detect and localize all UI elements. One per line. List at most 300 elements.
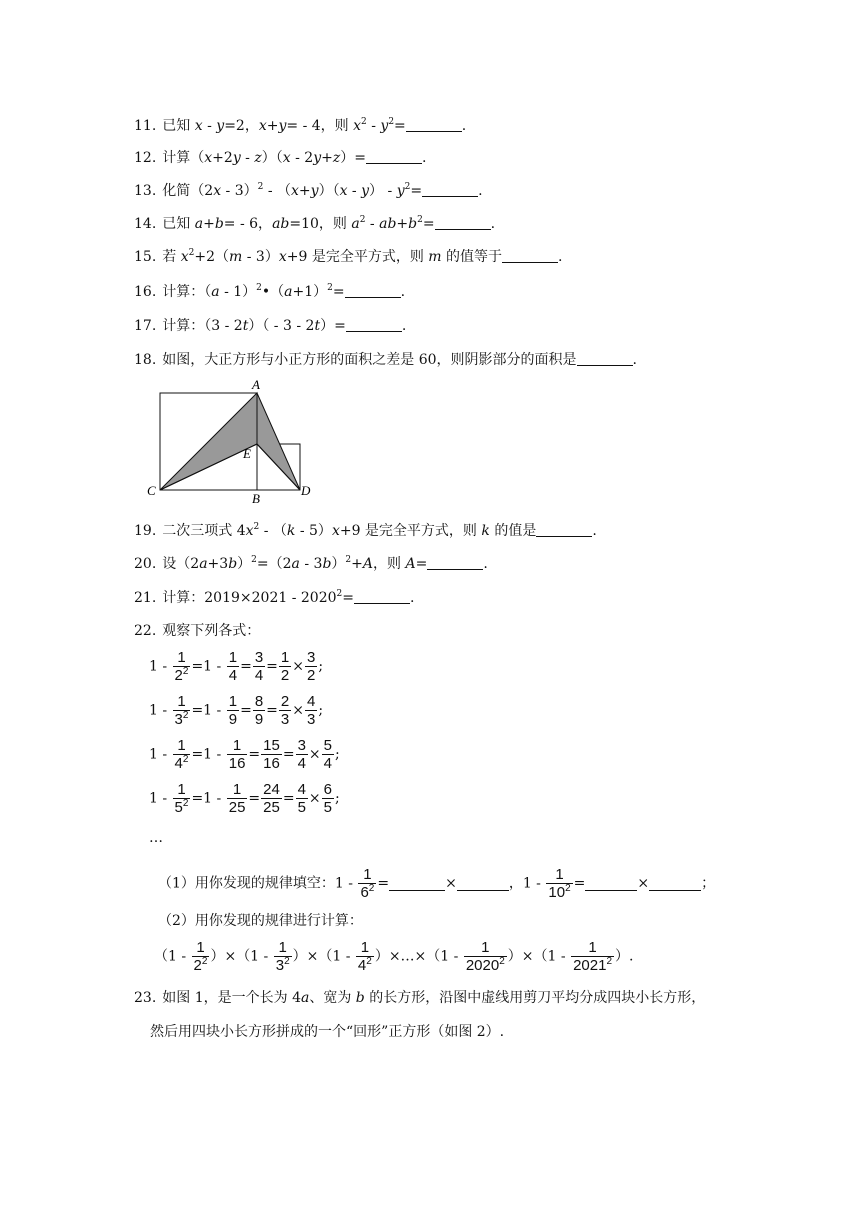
text: ，1 -: [508, 875, 546, 892]
base: 2: [193, 957, 202, 974]
fraction: [192, 939, 210, 974]
var: a: [211, 284, 220, 300]
question-number: 22.: [134, 623, 157, 639]
label-e: E: [243, 446, 251, 461]
fraction: [322, 737, 334, 772]
denominator: 3: [306, 711, 316, 728]
exponent: 2: [499, 956, 505, 967]
text: =: [415, 556, 428, 572]
text: ×: [445, 875, 457, 892]
text: ）: [237, 556, 252, 572]
fraction: [305, 693, 317, 728]
text: 的长方形，沿图中虚线用剪刀平均分成四块小长方形，: [364, 990, 706, 1006]
text: ;: [335, 790, 340, 807]
var: ab: [379, 216, 397, 232]
text: +9 是完全平方式，则: [286, 249, 429, 265]
question-13: [134, 181, 483, 201]
denominator: [546, 884, 572, 901]
numerator: 1: [358, 866, 376, 884]
fraction: [358, 866, 376, 901]
denominator: [173, 667, 191, 684]
var: A: [362, 556, 373, 572]
numerator: 3: [254, 649, 264, 666]
exponent: 2: [388, 117, 395, 127]
text: - 5）: [295, 523, 332, 539]
var: x: [291, 183, 299, 199]
text: .: [401, 318, 407, 334]
text: =: [240, 702, 252, 719]
question-number: 11.: [134, 118, 157, 134]
text: - 3）: [221, 183, 258, 199]
pattern-row-2: [149, 693, 323, 728]
text: =1 -: [191, 746, 226, 763]
text: =2，: [224, 118, 259, 134]
text: - 2: [290, 150, 314, 166]
part-2-expression: [154, 939, 633, 974]
denominator: [571, 957, 614, 974]
denominator: [356, 957, 374, 974]
text: 的值等于: [441, 249, 503, 265]
text: -: [366, 118, 381, 134]
fraction: [173, 649, 191, 684]
exponent: 2: [284, 956, 290, 967]
numerator: 4: [297, 781, 306, 798]
text: 如图，大正方形与小正方形的面积之差是 60，则阴影部分的面积是: [162, 352, 577, 368]
text: （1）用你发现的规律填空：1 -: [158, 875, 358, 892]
text: .: [409, 590, 415, 606]
question-11: [134, 116, 466, 136]
text: ）: [292, 948, 307, 965]
text: +: [203, 216, 215, 232]
text: =: [573, 875, 586, 892]
denominator: 5: [323, 799, 332, 816]
fraction: [279, 649, 291, 684]
answer-blank[interactable]: [457, 876, 509, 891]
text: 已知: [162, 216, 195, 232]
text: +3: [207, 556, 229, 572]
exponent: 2: [345, 555, 352, 565]
denominator: 9: [254, 711, 264, 728]
var: a: [194, 216, 204, 232]
text: 观察下列各式：: [162, 623, 261, 639]
exponent: 2: [336, 589, 343, 599]
numerator: 1: [228, 649, 238, 666]
fraction: [227, 737, 248, 772]
var: t: [314, 318, 321, 334]
var: x: [204, 150, 213, 166]
text: ×: [292, 658, 304, 675]
text: 化简（2: [162, 183, 214, 199]
fraction: [261, 781, 282, 816]
fraction: [322, 781, 334, 816]
base: 2020: [465, 957, 500, 974]
fraction: [261, 737, 282, 772]
text: =: [248, 790, 261, 807]
base: 4: [174, 755, 183, 772]
text: =: [266, 702, 278, 719]
text: .: [490, 216, 496, 232]
ellipsis: …: [149, 830, 163, 846]
var: x: [339, 183, 348, 199]
question-number: 18.: [134, 352, 157, 368]
text: =: [282, 746, 295, 763]
question-number: 19.: [134, 523, 157, 539]
text: 计算：（: [162, 284, 212, 300]
fraction: [464, 939, 507, 974]
text: -: [365, 216, 380, 232]
text: ×: [306, 948, 319, 965]
numerator: 6: [323, 781, 332, 798]
text: - 3）: [242, 249, 279, 265]
base: 3: [275, 957, 285, 974]
text: =10，则: [289, 216, 352, 232]
denominator: 4: [228, 667, 238, 684]
text: +: [298, 183, 311, 199]
var: x: [282, 150, 291, 166]
denominator: [173, 711, 191, 728]
text: =: [240, 658, 252, 675]
var: A: [405, 556, 416, 572]
text: ；: [701, 875, 716, 892]
fraction: [173, 781, 191, 816]
fraction: [227, 693, 239, 728]
denominator: 5: [297, 799, 306, 816]
text: - 1）: [219, 284, 257, 300]
text: - （: [263, 183, 292, 199]
text: +9 是完全平方式，则: [339, 523, 482, 539]
base: 10: [548, 884, 566, 901]
fraction: [173, 737, 191, 772]
exponent: 2: [417, 215, 423, 225]
var: x: [245, 523, 254, 539]
text: -: [347, 183, 362, 199]
text: +2: [212, 150, 233, 166]
shaded-triangle-left: [160, 393, 257, 490]
var: y: [313, 150, 322, 166]
text: =1 -: [191, 702, 226, 719]
var: y: [216, 118, 225, 134]
denominator: [173, 755, 191, 772]
text: =: [422, 216, 435, 232]
text: +2（: [194, 249, 229, 265]
fraction: [279, 693, 291, 728]
var: y: [310, 183, 319, 199]
text: = - 4，则: [286, 118, 354, 134]
denominator: 16: [228, 755, 246, 772]
text: ×: [637, 875, 650, 892]
text: 设（2: [162, 556, 200, 572]
exponent: 2: [257, 182, 264, 192]
exponent: 2: [256, 283, 262, 293]
base: 4: [357, 957, 367, 974]
fraction: [173, 693, 191, 728]
numerator: 15: [263, 737, 280, 754]
var: a: [284, 284, 293, 300]
part-1: [158, 866, 715, 901]
answer-blank[interactable]: [502, 248, 558, 263]
var: b: [214, 216, 224, 232]
fraction: [274, 939, 292, 974]
question-number: 16.: [134, 284, 157, 300]
question-14: [134, 214, 495, 234]
exponent: 2: [182, 710, 189, 721]
text: （1 -: [318, 948, 355, 965]
denominator: 16: [263, 755, 280, 772]
exponent: 2: [404, 182, 411, 192]
var: a: [300, 990, 310, 1006]
fraction: [546, 866, 572, 901]
pattern-row-3: [149, 737, 340, 772]
question-17: [134, 316, 406, 336]
text: =（2: [256, 556, 292, 572]
answer-blank[interactable]: [435, 215, 491, 230]
text: =: [282, 790, 295, 807]
numerator: 1: [192, 939, 210, 957]
answer-blank[interactable]: [354, 589, 410, 604]
base: 5: [174, 799, 183, 816]
var: a: [199, 556, 208, 572]
question-16: [134, 282, 405, 302]
text: •（: [261, 284, 285, 300]
fraction: [227, 781, 248, 816]
exponent: 2: [201, 956, 208, 967]
text: .: [422, 150, 427, 166]
question-21: [134, 588, 414, 608]
text: 已知: [162, 118, 195, 134]
fraction: [227, 649, 239, 684]
text: ） -: [369, 183, 397, 199]
text: ）（ - 3 - 2: [248, 318, 315, 334]
denominator: 4: [254, 667, 264, 684]
text: ;: [318, 702, 324, 719]
answer-blank[interactable]: [585, 876, 637, 891]
numerator: 1: [546, 866, 572, 884]
text: 如图 1，是一个长为 4: [162, 990, 301, 1006]
label-c: C: [147, 483, 156, 498]
squares-figure: [142, 376, 322, 504]
text: =: [410, 183, 423, 199]
text: ×: [308, 746, 321, 763]
numerator: 1: [274, 939, 292, 957]
fraction: [571, 939, 614, 974]
denominator: 2: [306, 667, 316, 684]
var: m: [229, 249, 243, 265]
denominator: 2: [280, 667, 290, 684]
text: =: [266, 658, 278, 675]
var: x: [213, 183, 222, 199]
answer-blank[interactable]: [406, 117, 462, 132]
text: - 3: [299, 556, 323, 572]
denominator: 25: [228, 799, 246, 816]
denominator: 25: [263, 799, 280, 816]
question-20: [134, 554, 488, 574]
label-d: D: [301, 483, 311, 498]
denominator: [173, 799, 191, 816]
numerator: 4: [306, 693, 316, 710]
denominator: 9: [228, 711, 238, 728]
text: =: [342, 590, 354, 606]
numerator: 1: [356, 939, 374, 957]
text: ）=: [320, 318, 346, 334]
text: .: [558, 249, 563, 265]
exponent: 2: [182, 666, 189, 677]
base: 2021: [573, 957, 607, 974]
text: 二次三项式 4: [162, 523, 246, 539]
text: 的值是: [489, 523, 537, 539]
exponent: 2: [606, 956, 612, 967]
text: = - 6，: [223, 216, 273, 232]
question-22: [134, 621, 260, 641]
question-number: 15.: [134, 249, 157, 265]
var: x: [194, 118, 203, 134]
part-2: （2）用你发现的规律进行计算：: [158, 913, 363, 929]
text: （1 -: [236, 948, 273, 965]
var: y: [396, 183, 405, 199]
text: ×: [521, 948, 534, 965]
question-23-line-2: [150, 1022, 504, 1042]
label-a: A: [252, 377, 260, 392]
exponent: 2: [366, 956, 372, 967]
var: z: [254, 150, 262, 166]
question-15: [134, 247, 562, 267]
text: =1 -: [191, 658, 226, 675]
var: x: [258, 118, 267, 134]
text: ）=: [340, 150, 366, 166]
base: 2: [174, 667, 183, 684]
pattern-row-4: [149, 781, 340, 816]
text: 、宽为: [309, 990, 356, 1006]
text: （1 -: [426, 948, 463, 965]
text: +: [321, 150, 333, 166]
exponent: 2: [565, 883, 571, 894]
answer-blank[interactable]: [536, 522, 592, 537]
numerator: 5: [323, 737, 332, 754]
text: 1 -: [149, 702, 172, 719]
exponent: 2: [361, 117, 367, 127]
label-b: B: [252, 491, 260, 504]
question-number: 12.: [134, 150, 157, 166]
question-19: [134, 521, 597, 541]
exponent: 2: [182, 798, 189, 809]
question-number: 20.: [134, 556, 157, 572]
answer-blank[interactable]: [427, 555, 483, 570]
numerator: 1: [173, 693, 191, 711]
numerator: 1: [173, 781, 191, 799]
shaded-triangle-right: [257, 393, 300, 490]
answer-blank[interactable]: [366, 149, 422, 164]
var: y: [278, 118, 287, 134]
answer-blank[interactable]: [649, 876, 701, 891]
text: +: [266, 118, 279, 134]
text: （1 -: [154, 948, 191, 965]
text: 然后用四块小长方形拼成的一个“回形”正方形（如图 2）.: [150, 1024, 505, 1040]
exponent: 2: [368, 883, 375, 894]
base: 6: [360, 884, 369, 901]
text: .: [632, 352, 637, 368]
answer-blank[interactable]: [577, 351, 633, 366]
text: 若: [162, 249, 181, 265]
exponent: 2: [327, 283, 333, 293]
text: ×…×: [388, 948, 427, 965]
numerator: 1: [227, 781, 248, 799]
fraction: [305, 649, 317, 684]
text: -: [240, 150, 255, 166]
var: t: [242, 318, 249, 334]
var: ab: [272, 216, 290, 232]
exponent: 2: [188, 248, 195, 258]
text: 计算（: [162, 150, 205, 166]
answer-blank[interactable]: [346, 317, 402, 332]
exponent: 2: [359, 215, 366, 225]
text: .: [483, 556, 488, 572]
numerator: 1: [571, 939, 614, 957]
question-23: [134, 988, 705, 1008]
denominator: 3: [280, 711, 290, 728]
text: ）: [374, 948, 389, 965]
question-number: 23.: [134, 990, 157, 1006]
text: ×: [308, 790, 321, 807]
text: +: [396, 216, 409, 232]
var: a: [351, 216, 360, 232]
text: ×: [292, 702, 304, 719]
answer-blank[interactable]: [389, 876, 445, 891]
text: ）.: [615, 948, 634, 965]
text: .: [592, 523, 597, 539]
question-number: 13.: [134, 183, 157, 199]
text: =: [248, 746, 261, 763]
text: - （: [259, 523, 287, 539]
numerator: 24: [263, 781, 280, 798]
question-number: 17.: [134, 318, 157, 334]
numerator: 3: [306, 649, 316, 666]
fraction: [296, 781, 308, 816]
exponent: 2: [182, 754, 189, 765]
question-12: [134, 148, 426, 168]
denominator: [464, 957, 507, 974]
numerator: 1: [227, 737, 248, 755]
var: b: [322, 556, 332, 572]
numerator: 1: [280, 649, 290, 666]
numerator: 2: [280, 693, 290, 710]
text: ）: [507, 948, 522, 965]
text: ;: [318, 658, 324, 675]
text: ;: [335, 746, 340, 763]
question-number: 14.: [134, 216, 157, 232]
var: m: [428, 249, 442, 265]
var: x: [180, 249, 189, 265]
var: k: [286, 523, 296, 539]
var: y: [380, 118, 389, 134]
text: .: [478, 183, 483, 199]
var: x: [278, 249, 287, 265]
denominator: 4: [297, 755, 306, 772]
fraction: [253, 649, 265, 684]
pattern-row-1: [149, 649, 323, 684]
answer-blank[interactable]: [422, 182, 478, 197]
var: k: [481, 523, 490, 539]
base: 3: [174, 711, 183, 728]
numerator: 1: [464, 939, 507, 957]
exponent: 2: [251, 555, 257, 565]
text: ×: [224, 948, 237, 965]
answer-blank[interactable]: [345, 283, 401, 298]
text: .: [400, 284, 406, 300]
var: b: [355, 990, 365, 1006]
denominator: [358, 884, 376, 901]
denominator: [274, 957, 292, 974]
fraction: [356, 939, 374, 974]
var: b: [228, 556, 238, 572]
